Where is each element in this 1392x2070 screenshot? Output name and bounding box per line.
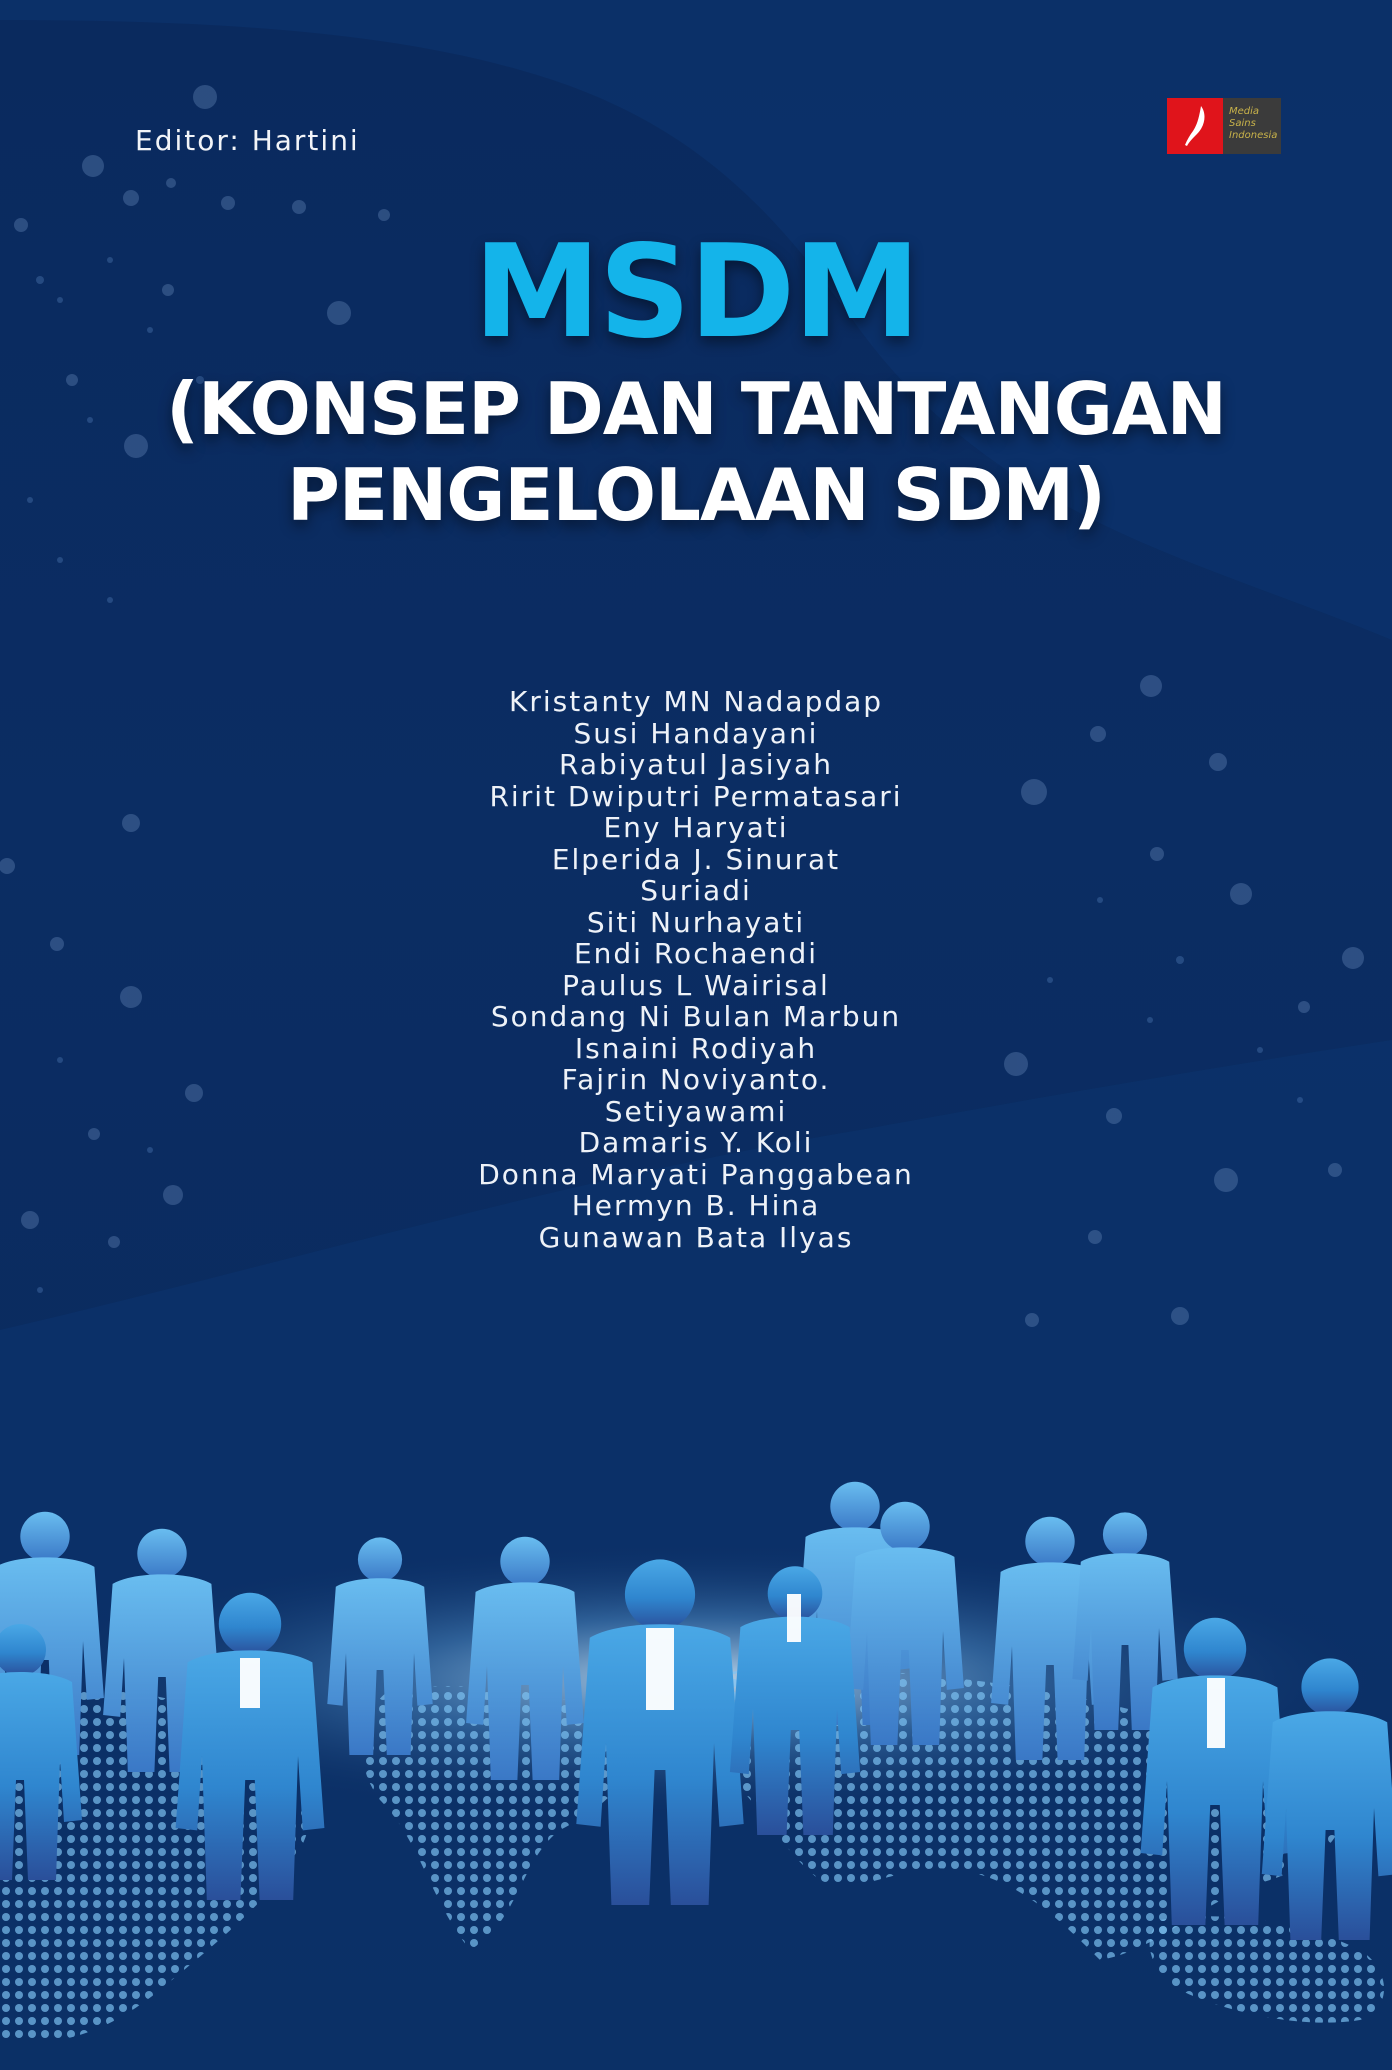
author-name: Setiyawami	[604, 1094, 788, 1128]
subtitle-line: PENGELOLAAN SDM)	[287, 453, 1105, 537]
author-name: Ririt Dwiputri Permatasari	[489, 779, 903, 813]
feather-icon	[1167, 98, 1223, 154]
publisher-name-line: Indonesia	[1229, 130, 1278, 141]
author-name: Suriadi	[640, 874, 752, 907]
author-name: Isnaini Rodiyah	[574, 1031, 818, 1065]
author-name: Siti Nurhayati	[586, 905, 806, 939]
author-name: Eny Haryati	[603, 811, 789, 844]
editor-line: Editor: Hartini	[135, 124, 360, 157]
author-name: Hermyn B. Hina	[571, 1189, 821, 1222]
author-name: Susi Handayani	[573, 716, 819, 750]
author-name: Fajrin Noviyanto.	[561, 1063, 831, 1096]
author-name: Paulus L Wairisal	[562, 968, 830, 1002]
author-name: Donna Maryati Panggabean	[478, 1157, 914, 1191]
author-name: Rabiyatul Jasiyah	[559, 748, 833, 781]
book-title: MSDM	[473, 218, 919, 367]
author-name: Kristanty MN Nadapdap	[508, 685, 884, 718]
publisher-name-line: Media	[1229, 106, 1260, 117]
business-people-illustration	[0, 1380, 1392, 2070]
subtitle-line: (KONSEP DAN TANTANGAN	[166, 367, 1226, 451]
author-name: Damaris Y. Koli	[578, 1126, 814, 1159]
author-name: Gunawan Bata Ilyas	[538, 1220, 854, 1254]
author-name: Endi Rochaendi	[573, 937, 819, 970]
book-subtitle	[0, 366, 1392, 538]
publisher-name-line: Sains	[1229, 118, 1256, 129]
author-name: Sondang Ni Bulan Marbun	[490, 1000, 902, 1033]
author-list	[0, 686, 1392, 1253]
publisher-logo	[1167, 98, 1281, 154]
publisher-name	[1223, 98, 1281, 154]
author-name: Elperida J. Sinurat	[551, 842, 841, 876]
